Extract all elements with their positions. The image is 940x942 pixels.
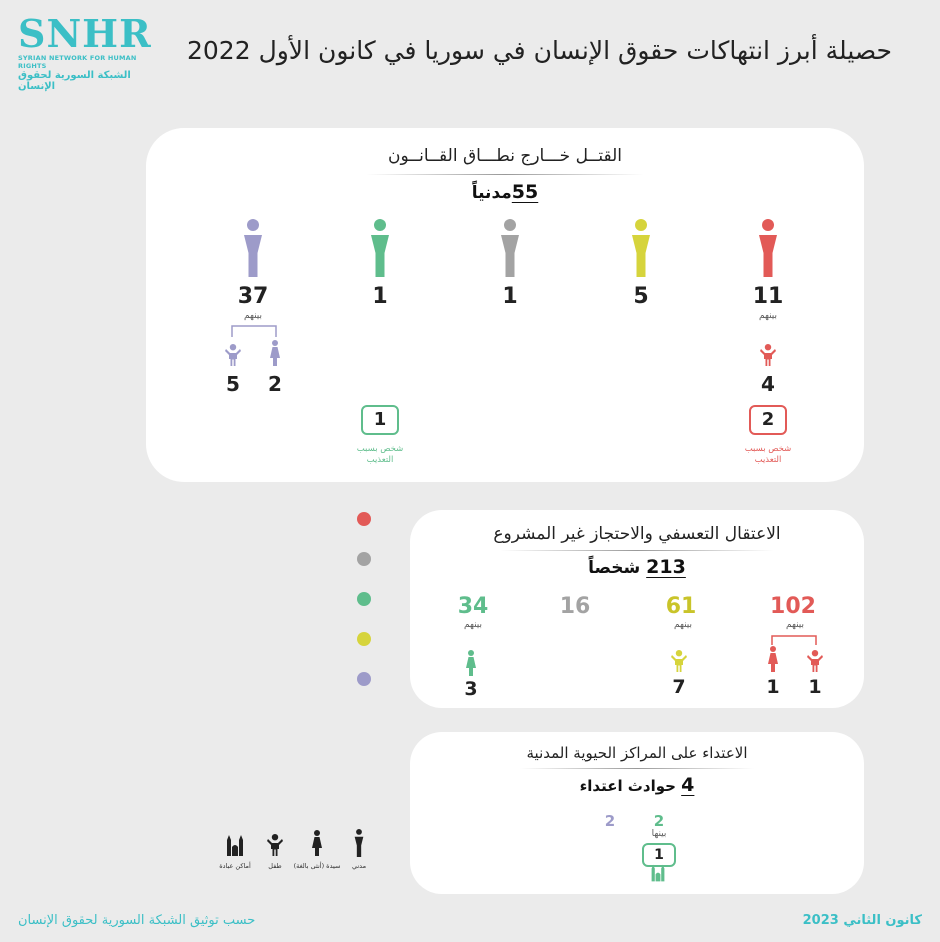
killing-hts-value: 1 <box>502 284 518 309</box>
facilities-total-label: حوادث اعتداء <box>579 777 676 795</box>
key-woman-label: سيدة (أنثى بالغة) <box>293 862 341 870</box>
killing-other-women: 2 <box>268 372 282 396</box>
legend-dot-other <box>357 672 371 686</box>
killing-card <box>146 128 864 482</box>
arrest-sdf-note: بينهم <box>673 620 693 630</box>
arrest-regime-value: 102 <box>770 594 816 619</box>
killing-regime-torture-label: شخص بسبب التعذيب <box>744 444 792 465</box>
killing-sna-torture-box: 1 <box>361 405 399 435</box>
arrest-total-label: شخصاً <box>588 558 641 578</box>
facilities-sna-worship-box: 1 <box>642 843 676 867</box>
killing-total-label: مدنياً <box>471 183 512 203</box>
regime-child-icon <box>760 344 776 366</box>
logo-wordmark: SNHR <box>18 11 152 56</box>
page-title: حصيلة أبرز انتهاكات حقوق الإنسان في سوريا في كانون الأول 2022 <box>187 36 892 65</box>
arrest-sna-value: 34 <box>457 594 489 619</box>
arrest-sdf-children: 7 <box>672 676 686 698</box>
legend-dot-regime <box>357 512 371 526</box>
killing-other-value: 37 <box>237 284 269 309</box>
woman-icon <box>311 830 323 856</box>
legend-dot-sdf <box>357 632 371 646</box>
facilities-other-value: 2 <box>604 812 616 830</box>
killing-sna-torture-label: شخص بسبب التعذيب <box>356 444 404 465</box>
arrest-total-number: 213 <box>646 556 686 578</box>
facilities-worship-icon <box>650 860 666 882</box>
killing-other-note: بينهم <box>243 311 263 321</box>
arrest-regime-woman-icon <box>767 646 779 672</box>
logo-english-name: SYRIAN NETWORK FOR HUMAN RIGHTS <box>18 54 137 70</box>
facilities-card <box>410 732 864 894</box>
key-child-label: طفل <box>268 862 282 870</box>
arrest-total <box>410 556 864 578</box>
arrest-regime-bracket <box>771 634 817 646</box>
killing-total-number: 55 <box>511 181 539 203</box>
facilities-title: الاعتداء على المراكز الحيوية المدنية <box>526 744 748 762</box>
other-person-icon <box>243 219 263 277</box>
key-civilian-label: مدني <box>351 862 367 870</box>
arrest-regime-women: 1 <box>766 676 780 698</box>
arrest-hts-value: 16 <box>559 594 591 619</box>
killing-regime-note: بينهم <box>758 311 778 321</box>
killing-regime-children: 4 <box>761 372 775 396</box>
arrest-sdf-value: 61 <box>665 594 697 619</box>
facilities-total-number: 4 <box>681 774 695 796</box>
killing-regime-value: 11 <box>752 284 784 309</box>
legend-dot-sna <box>357 592 371 606</box>
key-worship-label: أماكن عبادة <box>219 862 251 870</box>
arrest-sna-note: بينهم <box>463 620 483 630</box>
snhr-logo <box>18 11 158 92</box>
killing-title: القتــل خـــارج نطـــاق القــانــون <box>387 146 623 166</box>
arrest-sna-woman-icon <box>465 650 477 676</box>
other-woman-icon <box>269 340 281 366</box>
sna-person-icon <box>370 219 390 277</box>
child-icon <box>267 834 283 856</box>
arrest-sdf-child-icon <box>671 650 687 672</box>
killing-sna-value: 1 <box>372 284 388 309</box>
facilities-total <box>410 774 864 796</box>
facilities-sna-value: 2 <box>653 812 665 830</box>
legend-dot-hts <box>357 552 371 566</box>
arrest-card <box>410 510 864 708</box>
footer-source: حسب توثيق الشبكة السورية لحقوق الإنسان <box>18 913 256 928</box>
arrest-regime-child-icon <box>807 650 823 672</box>
killing-other-children: 5 <box>226 372 240 396</box>
arrest-regime-children: 1 <box>808 676 822 698</box>
killing-regime-torture-box: 2 <box>749 405 787 435</box>
killing-sdf-value: 5 <box>633 284 649 309</box>
worship-icon <box>225 830 245 856</box>
facilities-sna-note: بينها <box>651 829 667 839</box>
arrest-regime-note: بينهم <box>785 620 805 630</box>
arrest-sna-women: 3 <box>464 678 478 700</box>
other-child-icon <box>225 344 241 366</box>
civilian-icon <box>354 829 364 857</box>
footer-date: كانون الثاني 2023 <box>802 913 922 928</box>
killing-total <box>146 181 864 203</box>
logo-arabic-name: الشبكة السورية لحقوق الإنسان <box>18 70 131 92</box>
other-bracket <box>231 324 277 338</box>
hts-person-icon <box>500 219 520 277</box>
arrest-title: الاعتقال التعسفي والاحتجاز غير المشروع <box>493 524 781 544</box>
regime-person-icon <box>758 219 778 277</box>
sdf-person-icon <box>631 219 651 277</box>
